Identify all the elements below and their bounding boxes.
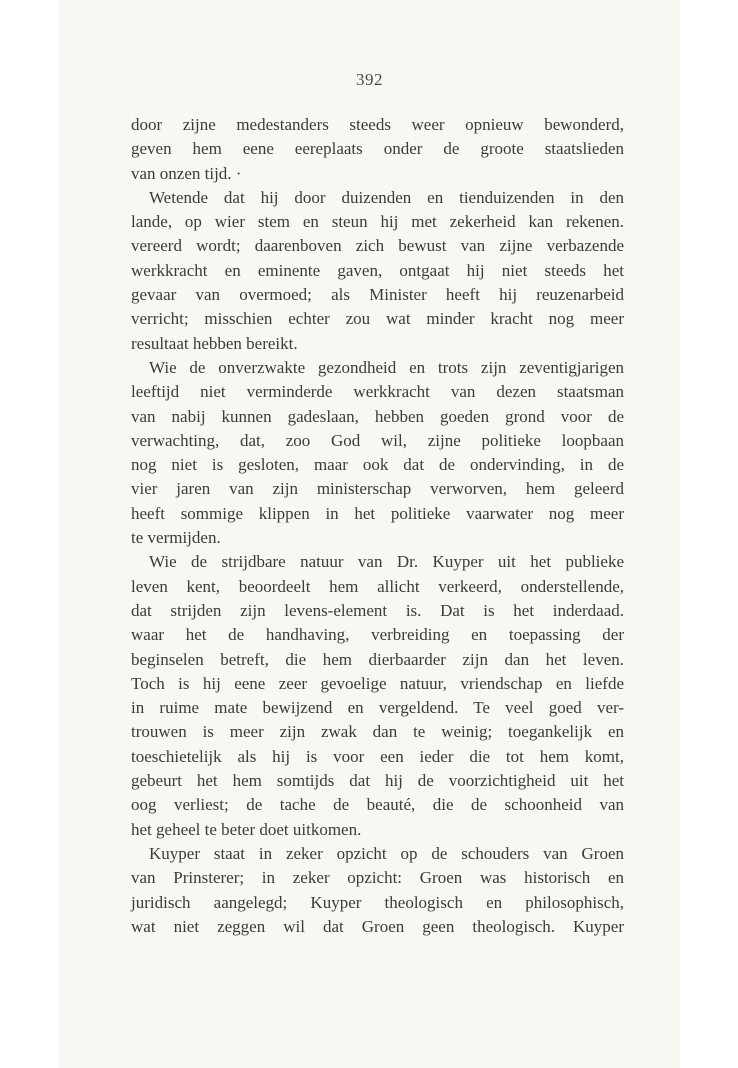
text-line: gebeurt het hem somtijds dat hij de voorzichtigheid uit het xyxy=(131,771,624,791)
text-line: van Prinsterer; in zeker opzicht: Groen was historisch en xyxy=(131,868,624,888)
text-line: gevaar van overmoed; als Minister heeft hij reuzenarbeid xyxy=(131,285,624,305)
text-line: door zijne medestanders steeds weer opnieuw bewonderd, xyxy=(131,115,624,134)
text-line: juridisch aangelegd; Kuyper theologisch en philosophisch, xyxy=(131,892,624,912)
text-line: Toch is hij eene zeer gevoelige natuur, vriendschap en liefde xyxy=(131,673,624,693)
text-line: toeschietelijk als hij is voor een ieder die tot hem komt, xyxy=(131,746,624,766)
text-line: Wetende dat hij door duizenden en tienduizenden in den xyxy=(149,187,624,207)
text-line: Kuyper staat in zeker opzicht op de schouders van Groen xyxy=(149,843,624,863)
body-text xyxy=(131,113,624,939)
text-line: nog niet is gesloten, maar ook dat de ondervinding, in de xyxy=(131,455,624,475)
text-line: van nabij kunnen gadeslaan, hebben goeden grond voor de xyxy=(131,406,624,426)
text-line: in ruime mate bewijzend en vergeldend. Te veel goed ver- xyxy=(131,698,624,718)
text-line: Wie de strijdbare natuur van Dr. Kuyper uit het publieke xyxy=(149,552,624,572)
text-line: te vermijden. xyxy=(131,528,221,548)
text-line: geven hem eene eereplaats onder de groote staatslieden xyxy=(131,139,624,159)
text-line: heeft sommige klippen in het politieke vaarwater nog meer xyxy=(131,503,624,523)
text-line: leven kent, beoordeelt hem allicht verkeerd, onderstellende, xyxy=(131,576,624,596)
text-line: wat niet zeggen wil dat Groen geen theologisch. Kuyper xyxy=(131,916,624,936)
text-line: leeftijd niet verminderde werkkracht van dezen staatsman xyxy=(131,382,624,402)
text-line: waar het de handhaving, verbreiding en toepassing der xyxy=(131,625,624,645)
text-line: verricht; misschien echter zou wat minder kracht nog meer xyxy=(131,309,624,329)
text-line: werkkracht en eminente gaven, ontgaat hij niet steeds het xyxy=(131,260,624,280)
text-line: lande, op wier stem en steun hij met zekerheid kan rekenen. xyxy=(131,212,624,232)
text-line: het geheel te beter doet uitkomen. xyxy=(131,819,362,839)
text-line: Wie de onverzwakte gezondheid en trots zijn zeventigjarigen xyxy=(149,357,624,377)
text-line: dat strijden zijn levens-element is. Dat is het inderdaad. xyxy=(131,600,624,620)
book-page xyxy=(59,0,680,1068)
text-line: van onzen tijd. · xyxy=(131,163,242,183)
text-line: vier jaren van zijn ministerschap verworven, hem geleerd xyxy=(131,479,624,499)
text-line: trouwen is meer zijn zwak dan te weinig; toegankelijk en xyxy=(131,722,624,742)
text-line: beginselen betreft, die hem dierbaarder zijn dan het leven. xyxy=(131,649,624,669)
text-line: oog verliest; de tache de beauté, die de schoonheid van xyxy=(131,795,624,815)
page-number: 392 xyxy=(356,70,383,89)
text-line: resultaat hebben bereikt. xyxy=(131,333,298,353)
text-line: vereerd wordt; daarenboven zich bewust van zijne verbazende xyxy=(131,236,624,256)
text-line: verwachting, dat, zoo God wil, zijne politieke loopbaan xyxy=(131,430,624,450)
